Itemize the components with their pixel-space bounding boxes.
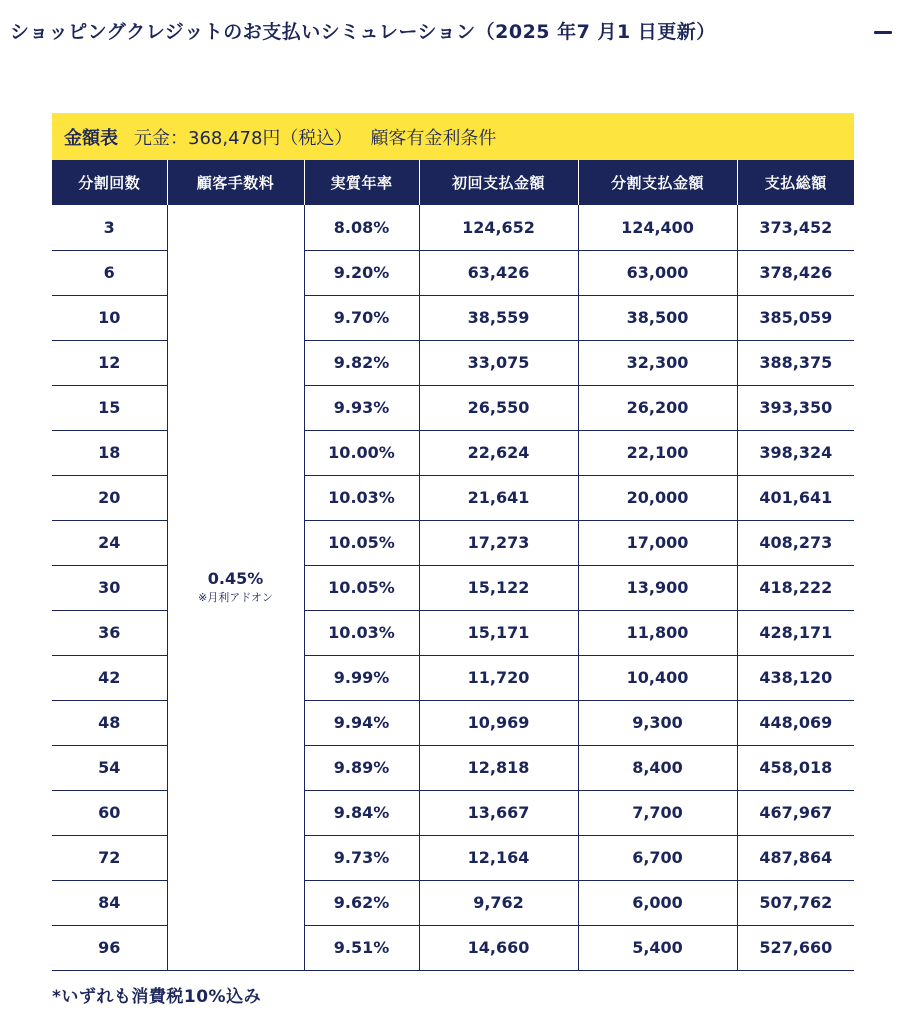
table-header-row — [52, 160, 854, 205]
cell-installments: 36 — [52, 610, 167, 655]
cell-total-payment: 467,967 — [737, 790, 854, 835]
cell-installment-payment: 6,700 — [578, 835, 737, 880]
cell-apr: 9.99% — [304, 655, 419, 700]
cell-apr: 10.05% — [304, 520, 419, 565]
table-banner — [52, 113, 854, 160]
cell-first-payment: 13,667 — [419, 790, 578, 835]
cell-apr: 9.70% — [304, 295, 419, 340]
cell-installment-payment: 38,500 — [578, 295, 737, 340]
cell-apr: 9.94% — [304, 700, 419, 745]
minus-icon-bar — [874, 31, 892, 34]
cell-installments: 20 — [52, 475, 167, 520]
cell-total-payment: 448,069 — [737, 700, 854, 745]
page-title: ショッピングクレジットのお支払いシミュレーション（2025 年7 月1 日更新） — [10, 21, 716, 43]
cell-first-payment: 33,075 — [419, 340, 578, 385]
header-customer-fee: 顧客手数料 — [167, 160, 304, 205]
cell-total-payment: 378,426 — [737, 250, 854, 295]
cell-installment-payment: 11,800 — [578, 610, 737, 655]
cell-installment-payment: 6,000 — [578, 880, 737, 925]
cell-total-payment: 507,762 — [737, 880, 854, 925]
cell-installment-payment: 5,400 — [578, 925, 737, 970]
cell-installments: 84 — [52, 880, 167, 925]
price-table — [52, 113, 854, 971]
cell-apr: 9.51% — [304, 925, 419, 970]
cell-first-payment: 15,171 — [419, 610, 578, 655]
cell-total-payment: 388,375 — [737, 340, 854, 385]
cell-apr: 9.62% — [304, 880, 419, 925]
cell-apr: 9.84% — [304, 790, 419, 835]
cell-installment-payment: 9,300 — [578, 700, 737, 745]
header-apr: 実質年率 — [304, 160, 419, 205]
fee-note: ※月利アドオン — [198, 591, 273, 605]
cell-installments: 72 — [52, 835, 167, 880]
cell-apr: 9.73% — [304, 835, 419, 880]
cell-installments: 3 — [52, 205, 167, 250]
cell-customer-fee — [167, 205, 304, 970]
cell-total-payment: 398,324 — [737, 430, 854, 475]
cell-first-payment: 9,762 — [419, 880, 578, 925]
cell-first-payment: 11,720 — [419, 655, 578, 700]
cell-installment-payment: 17,000 — [578, 520, 737, 565]
table-body — [52, 205, 854, 970]
cell-installment-payment: 8,400 — [578, 745, 737, 790]
cell-installment-payment: 20,000 — [578, 475, 737, 520]
cell-installments: 54 — [52, 745, 167, 790]
cell-total-payment: 428,171 — [737, 610, 854, 655]
cell-total-payment: 527,660 — [737, 925, 854, 970]
cell-total-payment: 487,864 — [737, 835, 854, 880]
table-row — [52, 205, 854, 250]
cell-apr: 8.08% — [304, 205, 419, 250]
cell-installments: 15 — [52, 385, 167, 430]
cell-installments: 48 — [52, 700, 167, 745]
cell-first-payment: 10,969 — [419, 700, 578, 745]
cell-first-payment: 63,426 — [419, 250, 578, 295]
cell-first-payment: 26,550 — [419, 385, 578, 430]
cell-total-payment: 373,452 — [737, 205, 854, 250]
cell-installments: 24 — [52, 520, 167, 565]
cell-total-payment: 385,059 — [737, 295, 854, 340]
minus-icon[interactable] — [874, 27, 892, 37]
header-installment-payment: 分割支払金額 — [578, 160, 737, 205]
cell-installments: 18 — [52, 430, 167, 475]
cell-total-payment: 458,018 — [737, 745, 854, 790]
cell-installments: 12 — [52, 340, 167, 385]
header-first-payment: 初回支払金額 — [419, 160, 578, 205]
cell-apr: 10.03% — [304, 475, 419, 520]
cell-first-payment: 12,818 — [419, 745, 578, 790]
cell-installments: 42 — [52, 655, 167, 700]
cell-installments: 60 — [52, 790, 167, 835]
header-total-payment: 支払総額 — [737, 160, 854, 205]
cell-installment-payment: 13,900 — [578, 565, 737, 610]
cell-installments: 30 — [52, 565, 167, 610]
cell-installment-payment: 10,400 — [578, 655, 737, 700]
banner-principal: 元金：368,478円（税込） — [134, 127, 353, 149]
cell-installment-payment: 7,700 — [578, 790, 737, 835]
cell-first-payment: 17,273 — [419, 520, 578, 565]
cell-apr: 10.05% — [304, 565, 419, 610]
cell-total-payment: 438,120 — [737, 655, 854, 700]
cell-first-payment: 22,624 — [419, 430, 578, 475]
cell-first-payment: 12,164 — [419, 835, 578, 880]
cell-total-payment: 393,350 — [737, 385, 854, 430]
cell-installment-payment: 22,100 — [578, 430, 737, 475]
footnote: *いずれも消費税10%込み — [52, 987, 262, 1007]
cell-apr: 9.89% — [304, 745, 419, 790]
banner-label: 金額表 — [64, 127, 118, 149]
cell-first-payment: 21,641 — [419, 475, 578, 520]
cell-apr: 9.93% — [304, 385, 419, 430]
cell-total-payment: 408,273 — [737, 520, 854, 565]
cell-first-payment: 14,660 — [419, 925, 578, 970]
header-installments: 分割回数 — [52, 160, 167, 205]
cell-installment-payment: 124,400 — [578, 205, 737, 250]
cell-first-payment: 124,652 — [419, 205, 578, 250]
banner-condition: 顧客有金利条件 — [370, 127, 497, 149]
cell-apr: 9.20% — [304, 250, 419, 295]
fee-value: 0.45% — [207, 569, 264, 589]
cell-installment-payment: 63,000 — [578, 250, 737, 295]
cell-installments: 10 — [52, 295, 167, 340]
cell-installment-payment: 26,200 — [578, 385, 737, 430]
cell-first-payment: 38,559 — [419, 295, 578, 340]
cell-apr: 9.82% — [304, 340, 419, 385]
cell-apr: 10.00% — [304, 430, 419, 475]
cell-first-payment: 15,122 — [419, 565, 578, 610]
banner-cell — [52, 113, 854, 160]
cell-installment-payment: 32,300 — [578, 340, 737, 385]
cell-installments: 6 — [52, 250, 167, 295]
cell-total-payment: 401,641 — [737, 475, 854, 520]
page-header — [10, 17, 905, 47]
cell-installments: 96 — [52, 925, 167, 970]
cell-total-payment: 418,222 — [737, 565, 854, 610]
cell-apr: 10.03% — [304, 610, 419, 655]
